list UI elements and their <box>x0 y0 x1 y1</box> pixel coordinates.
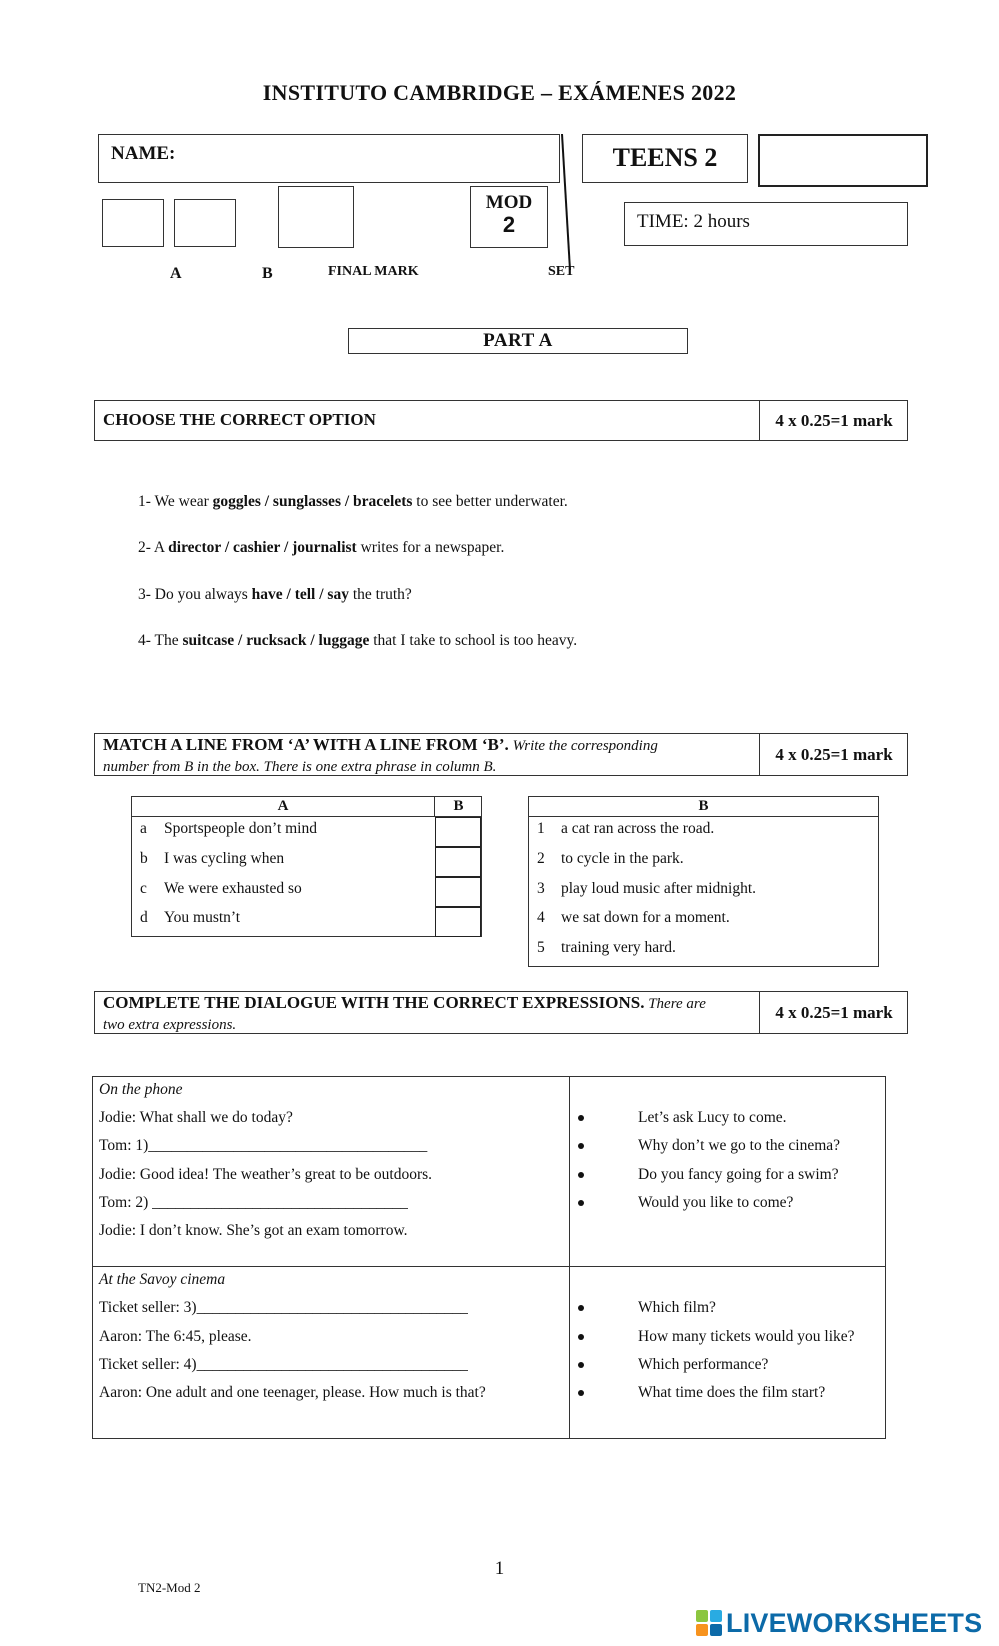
liveworksheets-logo <box>696 1606 982 1640</box>
column-a-header: A <box>132 797 434 817</box>
match-a-row: c <box>140 880 147 897</box>
bullet-icon <box>578 1172 584 1178</box>
part-a-box <box>348 328 688 354</box>
match-b-text: we sat down for a moment. <box>561 909 730 926</box>
answer-box-c[interactable] <box>435 877 481 907</box>
answer-box-b[interactable] <box>435 847 481 877</box>
final-mark-box[interactable] <box>278 186 354 248</box>
dialogue1-line: Jodie: What shall we do today? <box>99 1109 293 1126</box>
label-b: B <box>262 265 273 282</box>
answer-box-a[interactable] <box>435 817 481 847</box>
liveworksheets-logo-text: LIVEWORKSHEETS <box>726 1607 983 1638</box>
match-b-text: play loud music after midnight. <box>561 880 757 897</box>
section1-marks: 4 x 0.25=1 mark <box>759 401 908 440</box>
dialogue1-answer-2[interactable]: Tom: 2) _________________________________ <box>99 1194 408 1211</box>
level-box <box>582 134 748 183</box>
match-a-row: b <box>140 850 148 867</box>
section1-heading: CHOOSE THE CORRECT OPTION <box>103 410 376 429</box>
match-a-text: You mustn’t <box>164 909 241 926</box>
column-b-header: B <box>529 797 878 817</box>
question-2: 2- A director / cashier / journalist writes for a newspaper. <box>138 539 505 556</box>
question-3: 3- Do you always have / tell / say the truth? <box>138 586 412 603</box>
match-b-num: 2 <box>537 850 545 867</box>
time-label: TIME: 2 hours <box>637 211 750 232</box>
match-b-num: 5 <box>537 939 545 956</box>
time-box <box>624 202 908 246</box>
part-a-label: PART A <box>483 330 553 351</box>
page-number: 1 <box>494 1558 505 1579</box>
mod-label: MOD <box>485 192 533 213</box>
section3-marks: 4 x 0.25=1 mark <box>759 992 908 1033</box>
label-set: SET <box>548 264 575 279</box>
question-4-options[interactable]: suitcase / rucksack / luggage <box>182 632 370 649</box>
answer-box-d[interactable] <box>435 907 481 937</box>
column-b-answer-header: B <box>434 797 482 817</box>
bullet-icon <box>578 1390 584 1396</box>
section2-marks: 4 x 0.25=1 mark <box>759 734 908 775</box>
question-1-options[interactable]: goggles / sunglasses / bracelets <box>212 493 413 510</box>
footer-code: TN2-Mod 2 <box>138 1580 201 1595</box>
section2-instructions: number from B in the box. There is one extra phrase in column B. <box>103 759 497 775</box>
liveworksheets-logo-icon <box>696 1610 722 1636</box>
mod-number: 2 <box>502 212 516 237</box>
bullet-icon <box>578 1115 584 1121</box>
section3-heading: COMPLETE THE DIALOGUE WITH THE CORRECT EXPRESSIONS. <box>103 993 645 1012</box>
column-a-table <box>131 796 482 937</box>
question-1: 1- We wear goggles / sunglasses / bracelets to see better underwater. <box>138 493 568 510</box>
question-2-options[interactable]: director / cashier / journalist <box>168 539 357 556</box>
exam-title: INSTITUTO CAMBRIDGE – EXÁMENES 2022 <box>262 80 737 105</box>
match-b-text: training very hard. <box>561 939 676 956</box>
section2-header: MATCH A LINE FROM ‘A’ WITH A LINE FROM ‘B’. Write the corresponding number from B in the box. There is one extra phrase in column B. 4 x 0.25=1 mark <box>94 733 908 776</box>
label-a: A <box>170 265 182 282</box>
section2-heading: MATCH A LINE FROM ‘A’ WITH A LINE FROM ‘B’. <box>103 735 509 754</box>
dialogue2-line: Aaron: The 6:45, please. <box>99 1328 252 1345</box>
dialogue-table: On the phone Jodie: What shall we do today? Tom: 1)____________________________________ Jodie: Good idea! The weather’s great to be outdoors. Tom: 2) _________________________________ Jodie: I don’t know. She’s got an exam tomorrow. Let’s ask Lucy to come. Why don’t we go to the cinema? Do you fancy going for a swim? Would you like to come? At the Savoy cinema Ticket seller: 3)___________________________________ Aaron: The 6:45, please. Ticket seller: 4)___________________________________ Aaron: One adult and one teenager, please. How much is that? Which film? How many tickets would you like? Which performance? What time does the film start? <box>92 1076 886 1439</box>
bullet-icon <box>578 1143 584 1149</box>
question-3-options[interactable]: have / tell / say <box>251 586 349 603</box>
match-a-row: d <box>140 909 148 926</box>
dialogue2-line: Aaron: One adult and one teenager, please. How much is that? <box>99 1384 486 1401</box>
name-label: NAME: <box>111 143 176 164</box>
section1-header <box>94 400 908 441</box>
question-4: 4- The suitcase / rucksack / luggage that I take to school is too heavy. <box>138 632 578 649</box>
match-b-num: 4 <box>537 909 545 926</box>
mark-a-box[interactable] <box>102 199 164 247</box>
column-b-table <box>528 796 879 967</box>
match-a-row: a <box>140 820 147 837</box>
mark-b-box[interactable] <box>174 199 236 247</box>
match-a-text: We were exhausted so <box>164 880 302 897</box>
bullet-icon <box>578 1362 584 1368</box>
blank-box[interactable] <box>758 134 928 187</box>
bullet-icon <box>578 1200 584 1206</box>
dialogue1-setting: On the phone <box>99 1081 183 1098</box>
dialogue1-line: Jodie: Good idea! The weather’s great to be outdoors. <box>99 1166 433 1183</box>
header-divider <box>560 132 574 272</box>
label-final-mark: FINAL MARK <box>328 264 419 279</box>
name-field[interactable] <box>98 134 560 183</box>
dialogue1-line: Jodie: I don’t know. She’s got an exam tomorrow. <box>99 1222 408 1239</box>
match-b-text: a cat ran across the road. <box>561 820 715 837</box>
match-a-text: I was cycling when <box>164 850 285 867</box>
bullet-icon <box>578 1334 584 1340</box>
bullet-icon <box>578 1305 584 1311</box>
dialogue1-answer-1[interactable]: Tom: 1)____________________________________ <box>99 1137 428 1154</box>
dialogue2-answer-3[interactable]: Ticket seller: 3)___________________________________ <box>99 1299 468 1316</box>
mod-box <box>470 186 548 248</box>
match-b-num: 1 <box>537 820 545 837</box>
dialogue2-setting: At the Savoy cinema <box>99 1271 226 1288</box>
section3-header: COMPLETE THE DIALOGUE WITH THE CORRECT EXPRESSIONS. There are two extra expressions. 4 x 0.25=1 mark <box>94 991 908 1034</box>
level-label: TEENS 2 <box>612 143 718 172</box>
section3-instructions: two extra expressions. <box>103 1017 237 1033</box>
dialogue2-answer-4[interactable]: Ticket seller: 4)___________________________________ <box>99 1356 468 1373</box>
match-b-text: to cycle in the park. <box>561 850 684 867</box>
match-a-text: Sportspeople don’t mind <box>164 820 317 837</box>
match-b-num: 3 <box>537 880 545 897</box>
